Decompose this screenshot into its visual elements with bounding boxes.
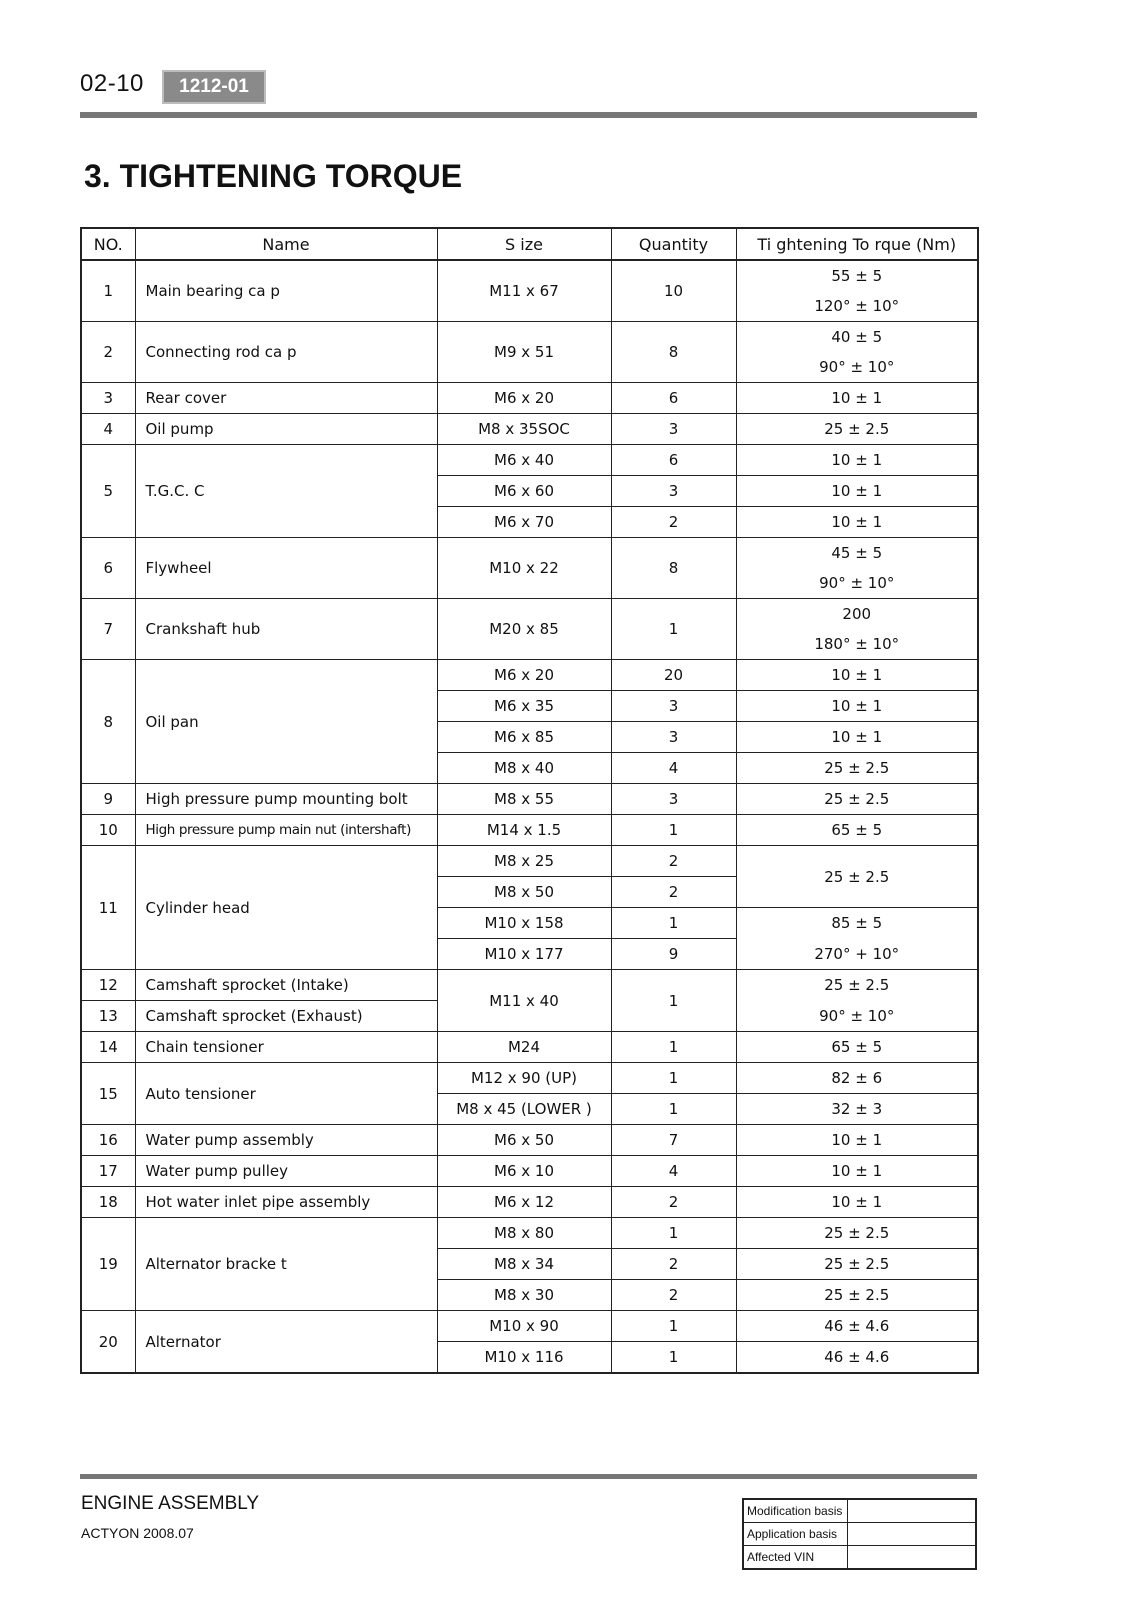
item-size: M8 x 35SOC [437,414,611,445]
item-quantity: 3 [611,414,736,445]
item-torque: 25 ± 2.5 [736,753,978,784]
table-row [81,1187,978,1218]
item-quantity: 8 [611,322,736,383]
item-name: Rear cover [135,383,437,414]
item-size: M6 x 60 [437,476,611,507]
basis-value [847,1499,976,1523]
item-no: 13 [81,1001,135,1032]
item-torque: 180° ± 10° [736,629,978,660]
item-size: M11 x 67 [437,260,611,322]
item-size: M14 x 1.5 [437,815,611,846]
item-name: Connecting rod ca p [135,322,437,383]
item-size: M6 x 50 [437,1125,611,1156]
item-quantity: 2 [611,1187,736,1218]
item-quantity: 1 [611,970,736,1032]
item-quantity: 1 [611,1032,736,1063]
item-name: Oil pump [135,414,437,445]
item-name: Camshaft sprocket (Intake) [135,970,437,1001]
table-row [81,1218,978,1249]
table-row [81,1156,978,1187]
item-torque: 45 ± 5 [736,538,978,569]
basis-value [847,1546,976,1570]
item-name: Water pump assembly [135,1125,437,1156]
item-no: 14 [81,1032,135,1063]
table-row [81,815,978,846]
item-quantity: 1 [611,1063,736,1094]
item-size: M10 x 116 [437,1342,611,1374]
col-header-size: S ize [437,228,611,260]
item-torque: 65 ± 5 [736,815,978,846]
item-no: 1 [81,260,135,322]
item-torque: 25 ± 2.5 [736,846,978,908]
item-no: 7 [81,599,135,660]
item-size: M8 x 25 [437,846,611,877]
item-no: 6 [81,538,135,599]
item-no: 9 [81,784,135,815]
item-no: 20 [81,1311,135,1374]
item-torque: 10 ± 1 [736,722,978,753]
item-name: Hot water inlet pipe assembly [135,1187,437,1218]
item-torque: 90° ± 10° [736,568,978,599]
basis-label: Affected VIN [743,1546,847,1570]
item-quantity: 6 [611,445,736,476]
item-size: M11 x 40 [437,970,611,1032]
item-quantity: 7 [611,1125,736,1156]
item-quantity: 2 [611,507,736,538]
item-name: Main bearing ca p [135,260,437,322]
item-quantity: 1 [611,1218,736,1249]
item-size: M10 x 158 [437,908,611,939]
item-name: Alternator bracke t [135,1218,437,1311]
item-torque: 10 ± 1 [736,1125,978,1156]
item-quantity: 20 [611,660,736,691]
item-quantity: 4 [611,1156,736,1187]
item-torque: 32 ± 3 [736,1094,978,1125]
item-torque: 25 ± 2.5 [736,1218,978,1249]
header-divider [80,112,977,118]
item-torque: 270° + 10° [736,939,978,970]
item-no: 4 [81,414,135,445]
item-quantity: 2 [611,1249,736,1280]
item-no: 16 [81,1125,135,1156]
item-size: M8 x 45 (LOWER ) [437,1094,611,1125]
item-size: M6 x 20 [437,383,611,414]
item-size: M10 x 90 [437,1311,611,1342]
item-size: M10 x 177 [437,939,611,970]
item-size: M9 x 51 [437,322,611,383]
item-torque: 55 ± 5 [736,260,978,291]
item-name: Oil pan [135,660,437,784]
item-quantity: 1 [611,1342,736,1374]
item-torque: 46 ± 4.6 [736,1311,978,1342]
item-name: High pressure pump main nut (intershaft) [135,815,437,846]
item-quantity: 2 [611,877,736,908]
item-torque: 10 ± 1 [736,1187,978,1218]
section-code-badge: 1212-01 [162,70,266,104]
item-torque: 10 ± 1 [736,476,978,507]
item-no: 18 [81,1187,135,1218]
item-quantity: 3 [611,722,736,753]
item-quantity: 9 [611,939,736,970]
item-torque: 10 ± 1 [736,691,978,722]
item-size: M6 x 20 [437,660,611,691]
item-torque: 10 ± 1 [736,1156,978,1187]
item-size: M8 x 55 [437,784,611,815]
col-header-quantity: Quantity [611,228,736,260]
footer-title: ENGINE ASSEMBLY [81,1493,260,1514]
item-name: Flywheel [135,538,437,599]
item-torque: 25 ± 2.5 [736,1280,978,1311]
basis-table [742,1498,977,1570]
item-size: M6 x 85 [437,722,611,753]
page-title: 3. TIGHTENING TORQUE [84,158,463,194]
item-torque: 46 ± 4.6 [736,1342,978,1374]
footer-divider [80,1474,977,1479]
item-name: Water pump pulley [135,1156,437,1187]
col-header-no: NO. [81,228,135,260]
table-header-row [81,228,978,260]
item-torque: 25 ± 2.5 [736,414,978,445]
item-torque: 90° ± 10° [736,1001,978,1032]
table-row [81,1125,978,1156]
item-quantity: 1 [611,815,736,846]
table-row [81,1032,978,1063]
item-name: Alternator [135,1311,437,1374]
table-row [81,660,978,691]
item-no: 17 [81,1156,135,1187]
item-torque: 25 ± 2.5 [736,970,978,1001]
item-no: 11 [81,846,135,970]
item-torque: 10 ± 1 [736,660,978,691]
item-size: M8 x 30 [437,1280,611,1311]
item-torque: 200 [736,599,978,630]
item-torque: 65 ± 5 [736,1032,978,1063]
item-no: 3 [81,383,135,414]
item-name: Camshaft sprocket (Exhaust) [135,1001,437,1032]
item-torque: 25 ± 2.5 [736,1249,978,1280]
item-size: M8 x 34 [437,1249,611,1280]
basis-label: Application basis [743,1523,847,1546]
table-row [81,260,978,291]
item-quantity: 4 [611,753,736,784]
item-torque: 10 ± 1 [736,383,978,414]
item-size: M24 [437,1032,611,1063]
item-no: 2 [81,322,135,383]
item-torque: 25 ± 2.5 [736,784,978,815]
item-quantity: 3 [611,476,736,507]
table-row [81,970,978,1001]
item-torque: 90° ± 10° [736,352,978,383]
table-row [81,784,978,815]
item-quantity: 2 [611,846,736,877]
item-torque: 85 ± 5 [736,908,978,939]
item-quantity: 6 [611,383,736,414]
item-name: Chain tensioner [135,1032,437,1063]
col-header-name: Name [135,228,437,260]
item-torque: 10 ± 1 [736,507,978,538]
basis-row [743,1523,976,1546]
torque-table [80,227,979,1374]
table-row [81,538,978,569]
table-row [81,445,978,476]
item-no: 19 [81,1218,135,1311]
item-name: Auto tensioner [135,1063,437,1125]
item-no: 15 [81,1063,135,1125]
item-name: Crankshaft hub [135,599,437,660]
item-size: M12 x 90 (UP) [437,1063,611,1094]
item-size: M6 x 40 [437,445,611,476]
basis-value [847,1523,976,1546]
item-torque: 40 ± 5 [736,322,978,353]
item-size: M8 x 80 [437,1218,611,1249]
item-torque: 82 ± 6 [736,1063,978,1094]
item-size: M20 x 85 [437,599,611,660]
footer-subtitle: ACTYON 2008.07 [81,1525,194,1541]
item-name: T.G.C. C [135,445,437,538]
basis-row [743,1499,976,1523]
item-torque: 120° ± 10° [736,291,978,322]
col-header-torque: Ti ghtening To rque (Nm) [736,228,978,260]
item-quantity: 1 [611,599,736,660]
item-quantity: 10 [611,260,736,322]
item-no: 5 [81,445,135,538]
basis-row [743,1546,976,1570]
page-number: 02-10 [80,70,144,97]
item-size: M6 x 35 [437,691,611,722]
item-quantity: 2 [611,1280,736,1311]
basis-label: Modification basis [743,1499,847,1523]
item-torque: 10 ± 1 [736,445,978,476]
item-quantity: 3 [611,784,736,815]
table-row [81,322,978,353]
table-row [81,846,978,877]
item-no: 8 [81,660,135,784]
item-name: Cylinder head [135,846,437,970]
item-size: M8 x 40 [437,753,611,784]
item-size: M8 x 50 [437,877,611,908]
table-row [81,599,978,630]
item-name: High pressure pump mounting bolt [135,784,437,815]
item-quantity: 1 [611,908,736,939]
item-quantity: 1 [611,1094,736,1125]
table-row [81,1311,978,1342]
table-row [81,414,978,445]
item-quantity: 8 [611,538,736,599]
item-size: M6 x 12 [437,1187,611,1218]
table-row [81,383,978,414]
item-quantity: 1 [611,1311,736,1342]
item-no: 12 [81,970,135,1001]
item-no: 10 [81,815,135,846]
item-quantity: 3 [611,691,736,722]
item-size: M6 x 70 [437,507,611,538]
table-row [81,1063,978,1094]
item-size: M6 x 10 [437,1156,611,1187]
item-size: M10 x 22 [437,538,611,599]
